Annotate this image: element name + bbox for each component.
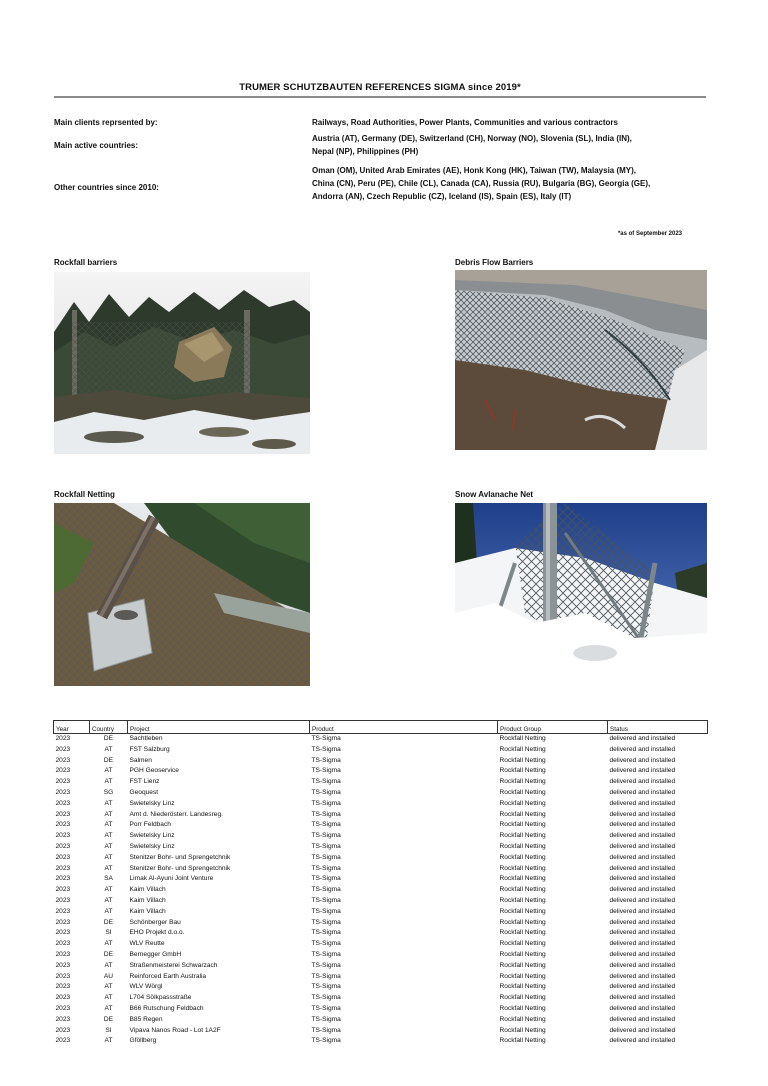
cell-product-group: Rockfall Netting: [499, 767, 546, 775]
cell-product: TS-Sigma: [311, 983, 341, 991]
cell-project: Amt d. Niederösterr. Landesreg.: [129, 810, 223, 818]
cell-country: AT: [104, 983, 113, 991]
table-row: [54, 864, 708, 875]
debris-flow-photo: [455, 270, 707, 450]
cell-country: DE: [103, 918, 114, 926]
table-row: [54, 777, 708, 788]
snow-avalanche-label: Snow Avlanache Net: [455, 490, 534, 499]
cell-product-group: Rockfall Netting: [499, 1015, 546, 1023]
cell-year: 2023: [55, 735, 71, 742]
cell-status: delivered and installed: [609, 1026, 676, 1034]
cell-product-group: Rockfall Netting: [499, 886, 546, 894]
cell-project: L704 Sölkpassstraße: [129, 994, 192, 1002]
cell-year: 2023: [55, 896, 71, 904]
cell-product-group: Rockfall Netting: [499, 972, 546, 980]
table-row: [54, 961, 708, 972]
table-row: [54, 1036, 708, 1047]
cell-project: Kaim Villach: [129, 907, 166, 915]
cell-status: delivered and installed: [609, 1037, 676, 1045]
cell-country: AT: [104, 994, 113, 1002]
cell-project: EHO Projekt d.o.o.: [129, 929, 185, 937]
cell-product: TS-Sigma: [311, 918, 341, 926]
table-row: [54, 993, 708, 1004]
cell-status: delivered and installed: [609, 983, 676, 991]
cell-country: AT: [104, 864, 113, 872]
cell-project: Salmen: [129, 756, 152, 764]
cell-country: SI: [105, 929, 112, 937]
table-row: [54, 766, 708, 777]
cell-product-group: Rockfall Netting: [499, 1026, 546, 1034]
table-row: [54, 896, 708, 907]
references-table: [53, 720, 708, 1047]
cell-country: AT: [104, 832, 113, 840]
cell-project: Reinforced Earth Australia: [129, 972, 207, 980]
cell-product-group: Rockfall Netting: [499, 961, 546, 969]
table-row: [54, 928, 708, 939]
cell-year: 2023: [55, 950, 71, 958]
cell-year: 2023: [55, 864, 71, 872]
other-countries-label: Other countries since 2010:: [54, 183, 159, 192]
cell-project: FST Salzburg: [129, 745, 170, 753]
cell-year: 2023: [55, 745, 71, 753]
cell-country: DE: [103, 950, 114, 958]
active-countries-value-1: Austria (AT), Germany (DE), Switzerland (CH), Norway (NO), Slovenia (SL), India (IN),: [312, 134, 632, 143]
cell-project: Sachtleben: [129, 735, 163, 742]
cell-project: Porr Feldbach: [129, 821, 171, 829]
cell-year: 2023: [55, 972, 71, 980]
table-row: [54, 745, 708, 756]
cell-project: Schönberger Bau: [129, 918, 181, 926]
cell-product: TS-Sigma: [311, 832, 341, 840]
cell-project: Swietelsky Linz: [129, 842, 175, 850]
cell-status: delivered and installed: [609, 853, 676, 861]
cell-country: SA: [104, 875, 113, 883]
cell-product-group: Rockfall Netting: [499, 810, 546, 818]
other-countries-value-1: Oman (OM), United Arab Emirates (AE), Honk Kong (HK), Taiwan (TW), Malaysia (MY),: [312, 166, 637, 175]
cell-product: TS-Sigma: [311, 950, 341, 958]
cell-status: delivered and installed: [609, 875, 676, 883]
cell-product: TS-Sigma: [311, 1015, 341, 1023]
cell-project: Stenitzer Bohr- und Sprengetchnik: [129, 864, 231, 872]
table-row: [54, 907, 708, 918]
cell-status: delivered and installed: [609, 735, 676, 742]
cell-product: TS-Sigma: [311, 767, 341, 775]
cell-status: delivered and installed: [609, 832, 676, 840]
cell-year: 2023: [55, 832, 71, 840]
cell-product-group: Rockfall Netting: [499, 788, 546, 796]
cell-status: delivered and installed: [609, 1004, 676, 1012]
cell-status: delivered and installed: [609, 842, 676, 850]
cell-year: 2023: [55, 853, 71, 861]
header-country: Country: [90, 721, 128, 734]
cell-country: AU: [103, 972, 114, 980]
cell-status: delivered and installed: [609, 961, 676, 969]
header-product-group: Product Group: [498, 721, 608, 734]
snow-avalanche-photo: [455, 503, 707, 686]
cell-year: 2023: [55, 821, 71, 829]
table-header-row: [54, 721, 708, 734]
cell-status: delivered and installed: [609, 950, 676, 958]
cell-product: TS-Sigma: [311, 788, 341, 796]
cell-project: B66 Rutschung Feldbach: [129, 1004, 204, 1012]
cell-product: TS-Sigma: [311, 864, 341, 872]
cell-year: 2023: [55, 799, 71, 807]
cell-status: delivered and installed: [609, 896, 676, 904]
cell-product-group: Rockfall Netting: [499, 896, 546, 904]
cell-product-group: Rockfall Netting: [499, 983, 546, 991]
rockfall-barriers-label: Rockfall barriers: [54, 258, 118, 267]
cell-year: 2023: [55, 983, 71, 991]
table-row: [54, 885, 708, 896]
cell-product: TS-Sigma: [311, 735, 341, 742]
cell-product: TS-Sigma: [311, 1026, 341, 1034]
table-row: [54, 820, 708, 831]
cell-product-group: Rockfall Netting: [499, 950, 546, 958]
cell-country: SG: [103, 788, 114, 796]
table-row: [54, 1004, 708, 1015]
cell-status: delivered and installed: [609, 972, 676, 980]
table-row: [54, 982, 708, 993]
cell-product-group: Rockfall Netting: [499, 756, 546, 764]
cell-project: Swietelsky Linz: [129, 799, 175, 807]
cell-country: AT: [104, 907, 113, 915]
cell-status: delivered and installed: [609, 994, 676, 1002]
cell-product-group: Rockfall Netting: [499, 853, 546, 861]
active-countries-value-2: Nepal (NP), Philippines (PH): [312, 147, 419, 156]
cell-country: AT: [104, 940, 113, 948]
cell-product: TS-Sigma: [311, 886, 341, 894]
cell-year: 2023: [55, 929, 71, 937]
cell-project: Kaim Villach: [129, 886, 166, 894]
cell-project: Kaim Villach: [129, 896, 166, 904]
table-row: [54, 756, 708, 767]
table-row: [54, 799, 708, 810]
cell-product-group: Rockfall Netting: [499, 994, 546, 1002]
cell-product-group: Rockfall Netting: [499, 907, 546, 915]
cell-product-group: Rockfall Netting: [499, 842, 546, 850]
cell-product-group: Rockfall Netting: [499, 778, 546, 786]
debris-flow-label: Debris Flow Barriers: [455, 258, 534, 267]
cell-year: 2023: [55, 994, 71, 1002]
rockfall-netting-photo: [54, 503, 310, 686]
cell-status: delivered and installed: [609, 778, 676, 786]
cell-status: delivered and installed: [609, 1015, 676, 1023]
cell-country: AT: [104, 1037, 113, 1045]
cell-project: FST Lienz: [129, 778, 160, 786]
cell-year: 2023: [55, 1026, 71, 1034]
cell-status: delivered and installed: [609, 929, 676, 937]
cell-project: Swietelsky Linz: [129, 832, 175, 840]
cell-product-group: Rockfall Netting: [499, 929, 546, 937]
cell-product-group: Rockfall Netting: [499, 940, 546, 948]
cell-status: delivered and installed: [609, 767, 676, 775]
cell-product-group: Rockfall Netting: [499, 1004, 546, 1012]
table-row: [54, 972, 708, 983]
cell-status: delivered and installed: [609, 788, 676, 796]
cell-year: 2023: [55, 767, 71, 775]
cell-country: AT: [104, 1004, 113, 1012]
cell-project: Stenitzer Bohr- und Sprengetchnik: [129, 853, 231, 861]
table-row: [54, 874, 708, 885]
table-row: [54, 831, 708, 842]
table-row: [54, 788, 708, 799]
cell-country: AT: [104, 799, 113, 807]
page-title: TRUMER SCHUTZBAUTEN REFERENCES SIGMA since 2019*: [239, 82, 521, 93]
clients-label: Main clients reprsented by:: [54, 118, 158, 127]
cell-product-group: Rockfall Netting: [499, 864, 546, 872]
cell-status: delivered and installed: [609, 864, 676, 872]
footnote: *as of September 2023: [617, 231, 682, 237]
rockfall-netting-label: Rockfall Netting: [54, 490, 115, 499]
cell-year: 2023: [55, 875, 71, 883]
cell-status: delivered and installed: [609, 907, 676, 915]
cell-country: AT: [104, 745, 113, 753]
cell-status: delivered and installed: [609, 799, 676, 807]
cell-product: TS-Sigma: [311, 994, 341, 1002]
cell-product: TS-Sigma: [311, 896, 341, 904]
header-product: Product: [310, 721, 498, 734]
cell-project: WLV Wörgl: [129, 983, 163, 991]
cell-country: DE: [103, 756, 114, 764]
cell-product-group: Rockfall Netting: [499, 799, 546, 807]
header-project: Project: [128, 721, 310, 734]
cell-year: 2023: [55, 961, 71, 969]
cell-status: delivered and installed: [609, 821, 676, 829]
cell-project: Gföllberg: [129, 1037, 157, 1045]
table-row: [54, 950, 708, 961]
cell-product-group: Rockfall Netting: [499, 735, 546, 742]
cell-year: 2023: [55, 756, 71, 764]
cell-year: 2023: [55, 940, 71, 948]
cell-product: TS-Sigma: [311, 821, 341, 829]
cell-project: Limak Al-Ayuni Joint Venture: [129, 875, 214, 883]
cell-country: AT: [104, 842, 113, 850]
active-countries-label: Main active countries:: [54, 141, 139, 150]
cell-country: AT: [104, 821, 113, 829]
cell-product-group: Rockfall Netting: [499, 918, 546, 926]
cell-project: WLV Reutte: [129, 940, 165, 948]
cell-year: 2023: [55, 810, 71, 818]
rockfall-barriers-photo: [54, 272, 310, 454]
cell-product: TS-Sigma: [311, 799, 341, 807]
cell-year: 2023: [55, 1004, 71, 1012]
header-year: Year: [54, 721, 90, 734]
cell-year: 2023: [55, 907, 71, 915]
cell-year: 2023: [55, 1015, 71, 1023]
cell-project: Geoquest: [129, 788, 159, 796]
cell-product: TS-Sigma: [311, 875, 341, 883]
cell-project: B85 Regen: [129, 1015, 163, 1023]
cell-country: AT: [104, 961, 113, 969]
table-row: [54, 1015, 708, 1026]
table-row: [54, 734, 708, 745]
cell-product: TS-Sigma: [311, 940, 341, 948]
other-countries-value-3: Andorra (AN), Czech Republic (CZ), Iceland (IS), Spain (ES), Italy (IT): [312, 192, 572, 201]
cell-product: TS-Sigma: [311, 778, 341, 786]
cell-product: TS-Sigma: [311, 929, 341, 937]
cell-status: delivered and installed: [609, 745, 676, 753]
cell-country: AT: [104, 886, 113, 894]
cell-year: 2023: [55, 788, 71, 796]
cell-product-group: Rockfall Netting: [499, 875, 546, 883]
cell-year: 2023: [55, 918, 71, 926]
cell-year: 2023: [55, 778, 71, 786]
cell-product: TS-Sigma: [311, 756, 341, 764]
cell-project: PGH Geoservice: [129, 767, 179, 775]
cell-country: DE: [103, 1015, 114, 1023]
cell-year: 2023: [55, 1037, 71, 1045]
cell-product: TS-Sigma: [311, 810, 341, 818]
cell-year: 2023: [55, 842, 71, 850]
cell-year: 2023: [55, 886, 71, 894]
table-body: [54, 734, 708, 1048]
cell-country: AT: [104, 810, 113, 818]
cell-product-group: Rockfall Netting: [499, 745, 546, 753]
cell-project: Straßenmeisterei Schwarzach: [129, 961, 218, 969]
table-row: [54, 1026, 708, 1037]
table-row: [54, 853, 708, 864]
cell-country: AT: [104, 853, 113, 861]
clients-value: Railways, Road Authorities, Power Plants, Communities and various contractors: [312, 118, 618, 127]
cell-country: DE: [103, 735, 114, 742]
cell-product: TS-Sigma: [311, 1004, 341, 1012]
cell-product-group: Rockfall Netting: [499, 821, 546, 829]
cell-status: delivered and installed: [609, 886, 676, 894]
table-row: [54, 939, 708, 950]
table-row: [54, 918, 708, 929]
cell-country: AT: [104, 767, 113, 775]
cell-status: delivered and installed: [609, 810, 676, 818]
cell-product: TS-Sigma: [311, 842, 341, 850]
cell-status: delivered and installed: [609, 918, 676, 926]
cell-country: SI: [105, 1026, 112, 1034]
cell-project: Bernegger GmbH: [129, 950, 182, 958]
other-countries-value-2: China (CN), Peru (PE), Chile (CL), Canada (CA), Russia (RU), Bulgaria (BG), Georgia (GE),: [312, 179, 651, 188]
cell-status: delivered and installed: [609, 756, 676, 764]
table-row: [54, 810, 708, 821]
title-divider: [54, 96, 706, 98]
cell-country: AT: [104, 778, 113, 786]
header-status: Status: [608, 721, 708, 734]
cell-product: TS-Sigma: [311, 907, 341, 915]
cell-country: AT: [104, 896, 113, 904]
cell-product: TS-Sigma: [311, 853, 341, 861]
cell-product: TS-Sigma: [311, 972, 341, 980]
cell-product: TS-Sigma: [311, 745, 341, 753]
cell-product-group: Rockfall Netting: [499, 832, 546, 840]
cell-product-group: Rockfall Netting: [499, 1037, 546, 1045]
cell-product: TS-Sigma: [311, 961, 341, 969]
table-row: [54, 842, 708, 853]
cell-product: TS-Sigma: [311, 1037, 341, 1045]
cell-project: Vipava Nanos Road - Lot 1A2F: [129, 1026, 221, 1034]
cell-status: delivered and installed: [609, 940, 676, 948]
